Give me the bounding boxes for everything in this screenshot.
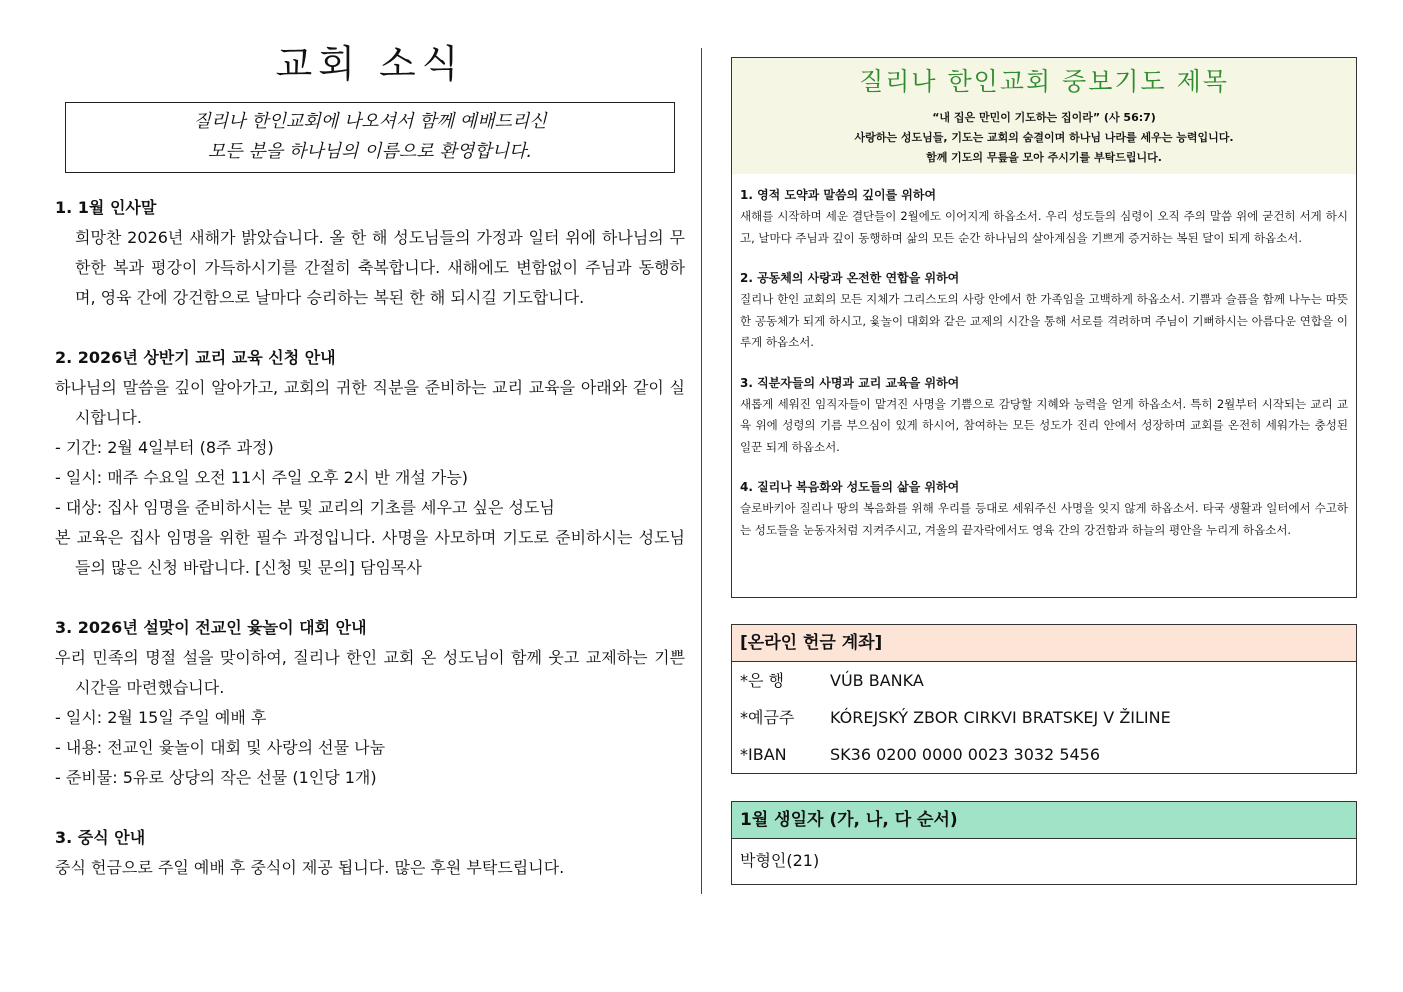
account-row xyxy=(732,699,1356,736)
welcome-line: 질리나 한인교회에 나오셔서 함께 예배드리신 xyxy=(193,111,547,132)
prayer-item-heading: 2. 공동체의 사랑과 온전한 연합을 위하여 xyxy=(740,271,960,285)
prayer-item-heading: 3. 직분자들의 사명과 교리 교육을 위하여 xyxy=(740,375,960,390)
prayer-intro-line: 함께 기도의 무릎을 모아 주시기를 부탁드립니다. xyxy=(926,151,1162,164)
offering-account-box xyxy=(731,624,1357,774)
prayer-item-heading: 1. 영적 도약과 말씀의 깊이를 위하여 xyxy=(740,188,937,202)
account-value: SK36 0200 0000 0023 3032 5456 xyxy=(830,745,1101,764)
section-text: 본 교육은 집사 임명을 위한 필수 과정입니다. 사명을 사모하며 기도로 준비하시는 성도님들의 많은 신청 바랍니다. [신청 및 문의] 담임목사 xyxy=(55,528,685,577)
birthday-box xyxy=(731,801,1357,885)
news-section xyxy=(55,193,685,313)
prayer-title: 질리나 한인교회 중보기도 제목 xyxy=(859,67,1229,96)
prayer-item xyxy=(740,267,1348,354)
prayer-verse: “내 집은 만민이 기도하는 집이라” (사 56:7) xyxy=(932,111,1156,124)
section-heading: 1. 1월 인사말 xyxy=(55,198,157,217)
welcome-box xyxy=(65,102,675,173)
section-heading: 3. 중식 안내 xyxy=(55,828,146,847)
account-value: VÚB BANKA xyxy=(830,671,924,690)
prayer-item-text: 슬로바키아 질리나 땅의 복음화를 위해 우리를 등대로 세워주신 사명을 잊지 않게 하옵소서. 타국 생활과 일터에서 수고하는 성도들을 눈동자처럼 지켜주시고, 겨울의 끝자락에서도 영육 간의 강건함과 하늘의 평안을 누리게 하옵소서. xyxy=(740,501,1348,537)
prayer-box xyxy=(731,57,1357,598)
account-label: *은 행 xyxy=(740,671,784,690)
news-section xyxy=(55,343,685,583)
birthday-heading: 1월 생일자 (가, 나, 다 순서) xyxy=(732,802,1356,839)
section-text: 우리 민족의 명절 설을 맞이하여, 질리나 한인 교회 온 성도님이 함께 웃고 교제하는 기쁜 시간을 마련했습니다. xyxy=(55,648,685,697)
section-text: - 대상: 집사 임명을 준비하시는 분 및 교리의 기초를 세우고 싶은 성도님 xyxy=(55,498,555,517)
prayer-item-text: 질리나 한인 교회의 모든 지체가 그리스도의 사랑 안에서 한 가족임을 고백하게 하옵소서. 기쁨과 슬픔을 함께 나누는 따뜻한 공동체가 되게 하시고, 윷놀이 대회와 같은 교제의 시간을 통해 서로를 격려하며 주님이 기뻐하시는 아름다운 연합을 이루게 하옵소서. xyxy=(740,292,1348,349)
prayer-intro-line: 사랑하는 성도님들, 기도는 교회의 숨결이며 하나님 나라를 세우는 능력입니다. xyxy=(854,131,1234,144)
account-label: *예금주 xyxy=(740,708,795,727)
section-text: - 준비물: 5유로 상당의 작은 선물 (1인당 1개) xyxy=(55,768,377,787)
news-section xyxy=(55,613,685,793)
prayer-item xyxy=(740,476,1348,541)
prayer-items xyxy=(732,174,1356,541)
birthday-names: 박형인(21) xyxy=(740,851,820,870)
news-sections xyxy=(55,193,685,883)
offering-rows xyxy=(732,662,1356,773)
column-divider xyxy=(701,48,702,894)
account-row xyxy=(732,662,1356,699)
account-row xyxy=(732,736,1356,773)
account-value: KÓREJSKÝ ZBOR CIRKVI BRATSKEJ V ŽILINE xyxy=(830,708,1171,727)
prayer-item-heading: 4. 질리나 복음화와 성도들의 삶을 위하여 xyxy=(740,480,960,494)
section-text: - 내용: 전교인 윷놀이 대회 및 사랑의 선물 나눔 xyxy=(55,738,386,757)
prayer-item xyxy=(740,372,1348,459)
page-title: 교회 소식 xyxy=(275,42,465,86)
section-text: - 기간: 2월 4일부터 (8주 과정) xyxy=(55,438,274,457)
offering-heading: [온라인 헌금 계좌] xyxy=(732,625,1356,662)
prayer-header xyxy=(732,58,1356,174)
prayer-item-text: 새해를 시작하며 세운 결단들이 2월에도 이어지게 하옵소서. 우리 성도들의 심령이 오직 주의 말씀 위에 굳건히 서게 하시고, 날마다 주님과 깊이 동행하며 삶의 모든 순간 하나님의 살아계심을 기쁘게 증거하는 복된 달이 되게 하옵소서. xyxy=(740,209,1348,245)
section-heading: 2. 2026년 상반기 교리 교육 신청 안내 xyxy=(55,348,336,367)
church-news-column xyxy=(55,40,685,913)
prayer-item xyxy=(740,184,1348,249)
section-heading: 3. 2026년 설맞이 전교인 윷놀이 대회 안내 xyxy=(55,618,367,637)
section-text: - 일시: 2월 15일 주일 예배 후 xyxy=(55,708,267,727)
section-text: 하나님의 말씀을 깊이 알아가고, 교회의 귀한 직분을 준비하는 교리 교육을 아래와 같이 실시합니다. xyxy=(55,378,685,427)
welcome-line: 모든 분을 하나님의 이름으로 환영합니다. xyxy=(207,141,533,162)
section-text: 희망찬 2026년 새해가 밝았습니다. 올 한 해 성도님들의 가정과 일터 위에 하나님의 무한한 복과 평강이 가득하시기를 간절히 축복합니다. 새해에도 변함없이 주님과 동행하며, 영육 간에 강건함으로 날마다 승리하는 복된 한 해 되시길 기도합니다. xyxy=(75,228,685,307)
prayer-item-text: 새롭게 세워진 임직자들이 맡겨진 사명을 기쁨으로 감당할 지혜와 능력을 얻게 하옵소서. 특히 2월부터 시작되는 교리 교육 위에 성령의 기름 부으심이 있게 하시어, 참여하는 모든 성도가 진리 안에서 성장하며 교회를 온전히 세워가는 충성된 일꾼 되게 하옵소서. xyxy=(740,396,1348,454)
section-text: - 일시: 매주 수요일 오전 11시 주일 오후 2시 반 개설 가능) xyxy=(55,468,469,487)
account-label: *IBAN xyxy=(740,745,787,764)
news-section xyxy=(55,823,685,883)
section-text: 중식 헌금으로 주일 예배 후 중식이 제공 됩니다. 많은 후원 부탁드립니다. xyxy=(55,858,565,877)
